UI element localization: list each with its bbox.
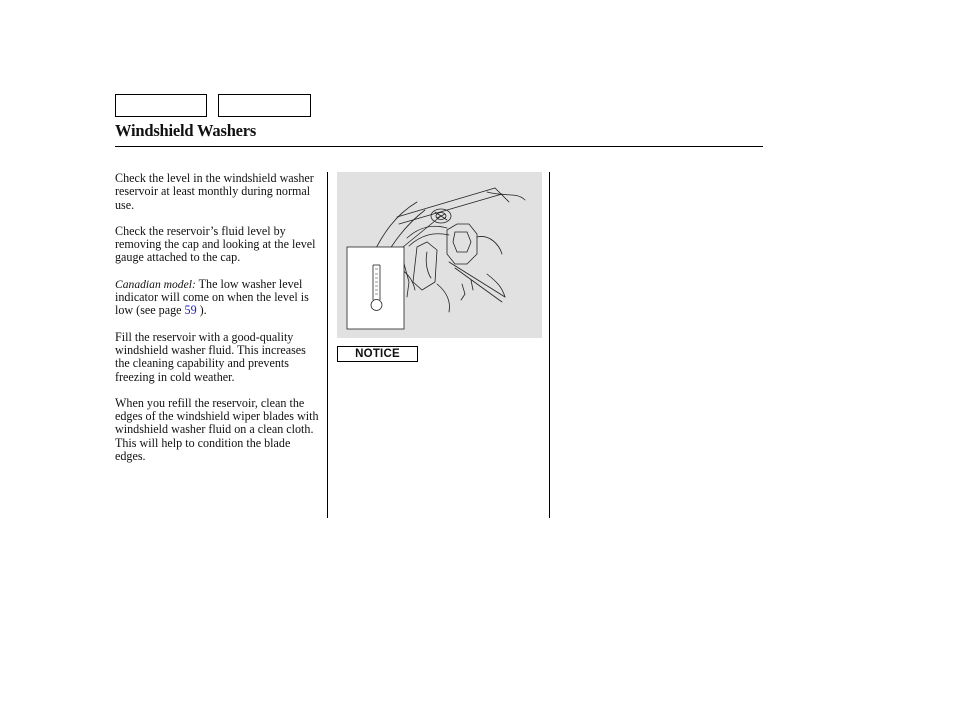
notice-label: NOTICE (337, 346, 418, 362)
canadian-model-end: ). (196, 303, 207, 318)
title-divider (115, 146, 763, 147)
paragraph-clean-blades: When you refill the reservoir, clean the edges of the windshield wiper blades with windshield washer fluid on a clean cloth. This will help to condition the blade edges. (115, 395, 319, 464)
washer-reservoir-illustration (337, 172, 542, 338)
paragraph-fill-reservoir: Fill the reservoir with a good-quality windshield washer fluid. This increases the cleaning capability and prevents freezing in cold weather. (115, 329, 306, 384)
nav-button-2[interactable] (218, 94, 311, 117)
column-divider-left (327, 172, 328, 518)
canadian-model-label: Canadian model: (115, 277, 196, 291)
column-divider-right (549, 172, 550, 518)
page-title: Windshield Washers (115, 121, 257, 140)
paragraph-check-monthly: Check the level in the windshield washer reservoir at least monthly during normal use. (115, 171, 314, 212)
canadian-model-text: The low washer level indicator will come on when the level is low (see page (115, 276, 309, 318)
body-text-column (115, 172, 320, 476)
reservoir-line-drawing (337, 172, 542, 338)
nav-button-1[interactable] (115, 94, 207, 117)
page-59-link[interactable]: 59 (184, 303, 197, 318)
paragraph-canadian-model (115, 278, 320, 318)
paragraph-check-cap: Check the reservoir’s fluid level by removing the cap and looking at the level gauge attached to the cap. (115, 223, 316, 265)
